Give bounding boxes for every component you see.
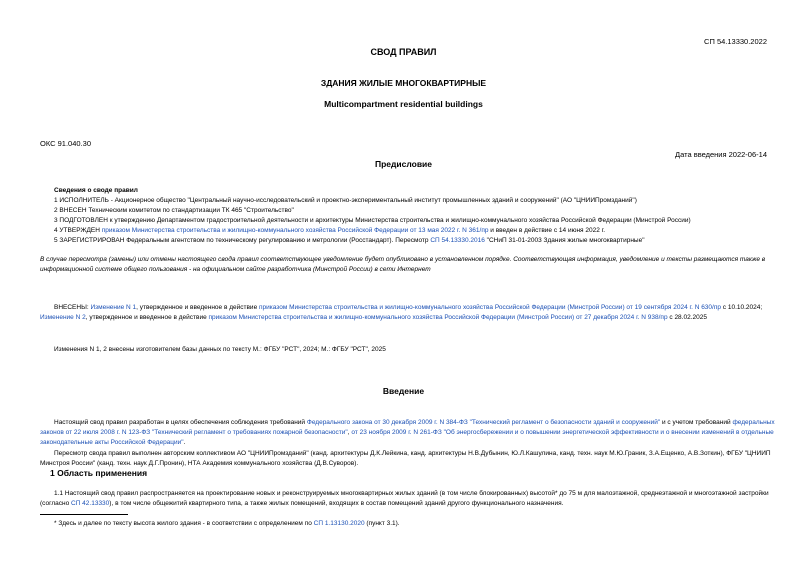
preface-item-1: 1 ИСПОЛНИТЕЛЬ - Акционерное общество "Центральный научно-исследовательский и проектно-экспериментальный институт промышленных зданий и сооружений" (АО "ЦНИИПромзданий") <box>54 197 637 204</box>
intro-paragraph-2: Пересмотр свода правил выполнен авторским коллективом АО "ЦНИИПромзданий" (канд. архитектуры Д.К.Лейкина, канд. архитектуры Н.В.Дубынин, Ю.Л.Кашулина, канд. техн. наук М.Ю.Граник, З.А.Ещенко, А.В.Зоткин), ФГБУ "ЦНИИП Минстроя России" (канд. техн. наук Д.Г.Пронин), НТА Академия коммунального хозяйства (Д.В.Суворов). <box>40 450 771 467</box>
preface-item-3: 3 ПОДГОТОВЛЕН к утверждению Департаментом градостроительной деятельности и архитектуры Министерства строительства и жилищно-коммунального хозяйства Российской Федерации (Минстрой России) <box>54 217 691 224</box>
sp-1-link[interactable]: СП 1.13130.2020 <box>313 520 365 527</box>
law-261-link[interactable]: от 23 ноября 2009 г. N 261-ФЗ "Об энергосбережении и о повышении энергетической эффективности и о внесении изменений в отдельные законодательные акты Российской Федерации" <box>40 429 774 446</box>
law-123-link[interactable]: федеральных законов от 22 июля 2008 г. N 123-ФЗ "Технический регламент о требованиях пожарной безопасности" <box>40 419 775 436</box>
preface-item-2: 2 ВНЕСЕН Техническим комитетом по стандартизации ТК 465 "Строительство" <box>54 207 294 214</box>
amendment-2-order-link[interactable]: приказом Министерства строительства и жилищно-коммунального хозяйства Российской Федерации (Минстрой России) от 27 декабря 2024 г. N 938/пр <box>208 314 668 321</box>
oks-code: ОКС 91.040.30 <box>40 139 91 148</box>
info-title: Сведения о своде правил <box>54 187 138 194</box>
sp-42-link[interactable]: СП 42.13330 <box>71 500 110 507</box>
intro-heading: Введение <box>382 386 425 396</box>
doc-type-title: СВОД ПРАВИЛ <box>370 47 437 57</box>
amendment-1-link[interactable]: Изменение N 1 <box>90 304 137 311</box>
revision-notice: В случае пересмотра (замены) или отмены настоящего свода правил соответствующее уведомление будет опубликовано в установленном порядке. Соответствующая информация, уведомление и тексты размещаются также в информационной системе общего пользования - на официальном сайте разработчика (Минстрой России) в сети Интернет <box>40 256 766 273</box>
amendments-note: Изменения N 1, 2 внесены изготовителем базы данных по тексту М.: ФГБУ "РСТ", 2024; М.: ФГБУ "РСТ", 2025 <box>54 346 386 353</box>
amendments-paragraph: ВНЕСЕНЫ: Изменение N 1, утвержденное и введенное в действие приказом Министерства строительства и жилищно-коммунального хозяйства Российской Федерации (Минстрой России) от 19 сентября 2024 г. N 630/пр с 10.10.2024; Изменение N 2, утвержденное и введенное в действие приказом Министерства строительства и жилищно-коммунального хозяйства Российской Федерации (Минстрой России) от 27 декабря 2024 г. N 938/пр с 28.02.2025 <box>40 304 763 321</box>
amendment-2-link[interactable]: Изменение N 2 <box>40 314 86 321</box>
approval-order-link[interactable]: приказом Министерства строительства и жилищно-коммунального хозяйства Российской Федерации от 13 мая 2022 г. N 361/пр <box>101 227 489 234</box>
doc-code: СП 54.13330.2022 <box>704 37 767 46</box>
section-1-heading: 1 Область применения <box>50 468 148 478</box>
sp-2016-link[interactable]: СП 54.13330.2016 <box>430 237 485 244</box>
section-1-paragraph: 1.1 Настоящий свод правил распространяется на проектирование новых и реконструируемых многоквартирных жилых зданий (в том числе блокированных) высотой* до 75 м для малоэтажной, среднеэтажной и многоэтажной застройки (согласно СП 42.13330), в том числе общежитий квартирного типа, а также жилых помещений, входящих в состав помещений зданий другого функционального назначения. <box>40 490 769 507</box>
intro-paragraph-1: Настоящий свод правил разработан в целях обеспечения соблюдения требований Федерального закона от 30 декабря 2009 г. N 384-ФЗ "Технический регламент о безопасности зданий и сооружений" и с учетом требований федеральных законов от 22 июля 2008 г. N 123-ФЗ "Технический регламент о требованиях пожарной безопасности", от 23 ноября 2009 г. N 261-ФЗ "Об энергосбережении и о повышении энергетической эффективности и о внесении изменений в отдельные законодательные акты Российской Федерации". <box>40 419 775 446</box>
doc-title: ЗДАНИЯ ЖИЛЫЕ МНОГОКВАРТИРНЫЕ <box>320 78 487 88</box>
preface-heading: Предисловие <box>374 159 433 169</box>
footnote-divider <box>40 514 128 515</box>
footnote: * Здесь и далее по тексту высота жилого здания - в соответствии с определением по СП 1.13130.2020 (пункт 3.1). <box>54 520 400 527</box>
preface-item-4: 4 УТВЕРЖДЕН приказом Министерства строительства и жилищно-коммунального хозяйства Российской Федерации от 13 мая 2022 г. N 361/пр и введен в действие с 14 июня 2022 г. <box>54 227 606 234</box>
law-384-link[interactable]: Федерального закона от 30 декабря 2009 г. N 384-ФЗ "Технический регламент о безопасности зданий и сооружений" <box>306 419 661 426</box>
doc-title-en: Multicompartment residential buildings <box>324 99 483 109</box>
intro-date: Дата введения 2022-06-14 <box>675 150 767 159</box>
amendment-1-order-link[interactable]: приказом Министерства строительства и жилищно-коммунального хозяйства Российской Федерации (Минстрой России) от 19 сентября 2024 г. N 630/пр <box>259 304 721 311</box>
preface-info <box>54 186 774 246</box>
preface-item-5: 5 ЗАРЕГИСТРИРОВАН Федеральным агентством по техническому регулированию и метрологии (Росстандарт). Пересмотр СП 54.13330.2016 "СНиП 31-01-2003 Здания жилые многоквартирные" <box>54 237 645 244</box>
